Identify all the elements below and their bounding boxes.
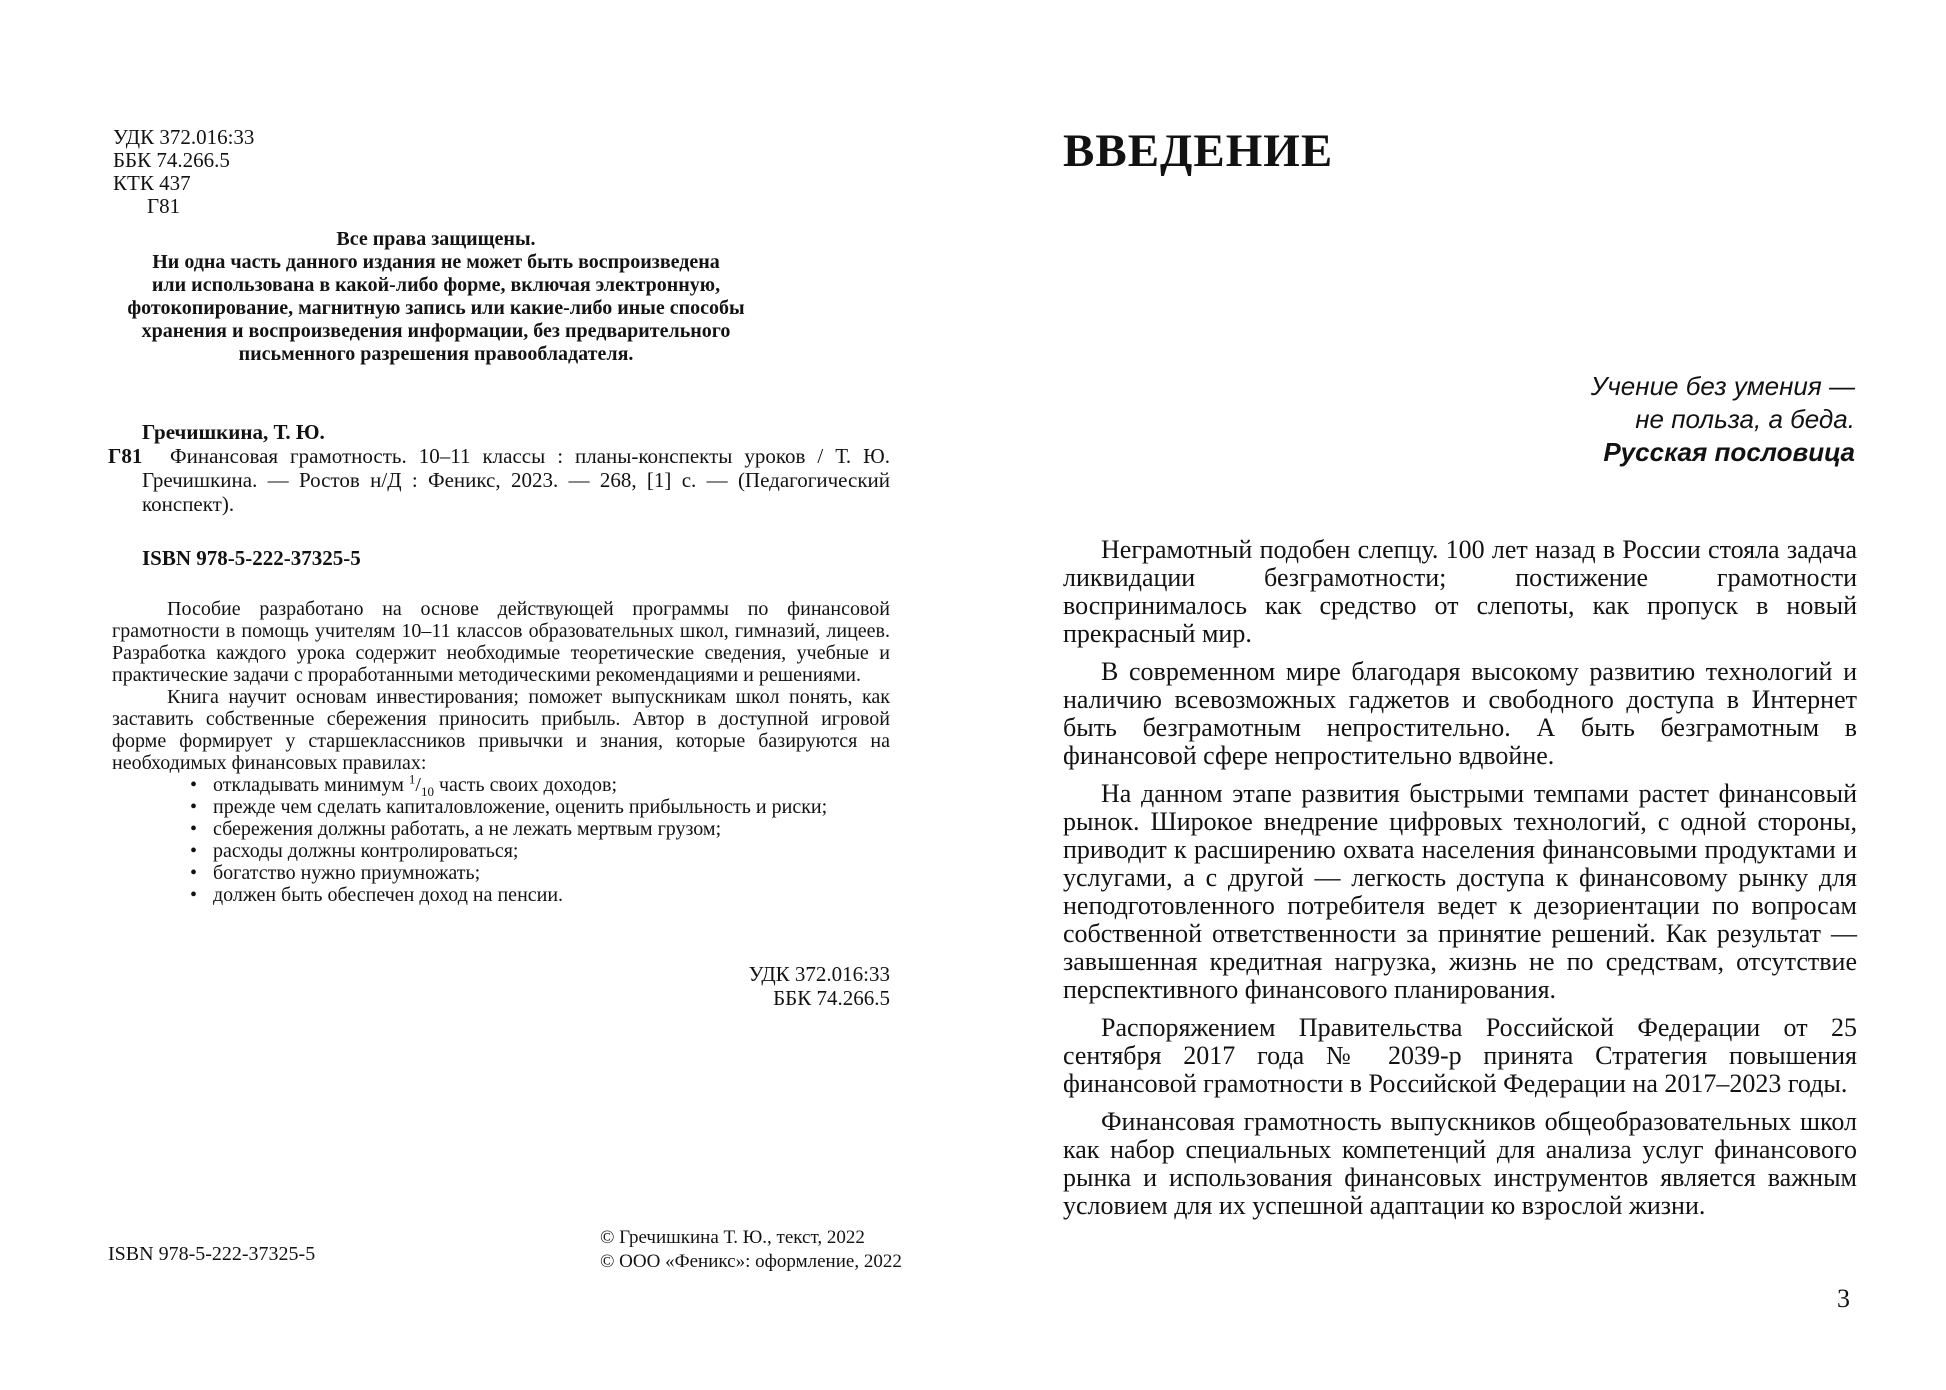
financial-rules-list (112, 771, 890, 906)
bbk-line: ББК 74.266.5 (113, 148, 230, 172)
annotation-block (112, 598, 890, 906)
bbk-footer-line: ББК 74.266.5 (773, 986, 890, 1010)
rights-line: фотокопирование, магнитную запись или какие-либо иные способы (127, 297, 745, 319)
rights-line: или использована в какой-либо форме, включая электронную, (151, 274, 721, 296)
udk-classification-block (113, 126, 254, 218)
intro-paragraph: Финансовая грамотность выпускников общеобразовательных школ как набор специальных компетенций для анализа услуг финансового рынка и использования финансовых инструментов является важным условием для их успешной адаптации ко взрослой жизни. (1063, 1107, 1857, 1220)
intro-paragraph: На данном этапе развития быстрыми темпами растет финансовый рынок. Широкое внедрение цифровых технологий, с одной стороны, приводит к расширению охвата населения финансовыми продуктами и услугами, а с другой — легкость доступа к финансовому рынку для неподготовленного потребителя ведет к дезориентации по вопросам собственной ответственности за принятие решений. Как результат — завышенная кредитная нагрузка, жизнь не по средствам, отсутствие перспективного финансового планирования. (1063, 779, 1857, 1004)
author-code-line: Г81 (147, 194, 181, 218)
copyright-author-line: © Гречишкина Т. Ю., текст, 2022 (600, 1227, 865, 1248)
rights-line: письменного разрешения правообладателя. (238, 343, 634, 365)
rights-line: Все права защищены. (336, 228, 536, 250)
fraction-numerator: 1 (408, 771, 416, 787)
list-item: • сбережения должны работать, а не лежать мертвым грузом; (112, 818, 890, 840)
catalog-code: Г81 (108, 444, 143, 468)
catalog-description: Финансовая грамотность. 10–11 классы : планы-конспекты уроков / Т. Ю. Гречишкина. — Ростов н/Д : Феникс, 2023. — 268, [1] с. — (Педагогический конспект). (142, 444, 890, 516)
list-item: • расходы должны контролироваться; (112, 840, 890, 862)
intro-paragraph: Неграмотный подобен слепцу. 100 лет назад в России стояла задача ликвидации безграмотности; постижение грамотности воспринималось как средство от слепоты, как пропуск в новый прекрасный мир. (1063, 535, 1857, 648)
annotation-paragraph: Пособие разработано на основе действующей программы по финансовой грамотности в помощь учителям 10–11 классов образовательных школ, гимназий, лицеев. Разработка каждого урока содержит необходимые теоретические сведения, учебные и практические задачи с проработанными методическими рекомендациями и решениями. (112, 598, 890, 686)
intro-paragraph: Распоряжением Правительства Российской Федерации от 25 сентября 2017 года № 2039-р принята Стратегия повышения финансовой грамотности в Российской Федерации на 2017–2023 годы. (1063, 1013, 1857, 1098)
list-item: • откладывать минимум $^1/_{10}$ часть своих доходов; (112, 774, 890, 796)
fraction-slash: / (415, 774, 421, 796)
annotation-paragraph: Книга научит основам инвестирования; поможет выпускникам школ понять, как заставить собственные сбережения приносить прибыль. Автор в доступной игровой форме формирует у старшеклассников привычки и знания, которые базируются на необходимых финансовых правилах: (112, 686, 890, 774)
rights-line: хранения и воспроизведения информации, без предварительного (141, 320, 731, 342)
udk-footer-block (749, 962, 890, 1010)
isbn-bottom: ISBN 978-5-222-37325-5 (108, 1243, 316, 1265)
epigraph-line: Учение без умения — (1590, 371, 1855, 401)
page-number: 3 (1837, 1284, 1850, 1313)
catalog-author: Гречишкина, Т. Ю. (142, 420, 325, 444)
rights-reserved-notice (110, 228, 762, 366)
ktk-line: КТК 437 (113, 171, 191, 195)
udk-footer-line: УДК 372.016:33 (748, 962, 890, 986)
copyright-publisher-line: © ООО «Феникс»: оформление, 2022 (600, 1251, 902, 1272)
copyright-block (600, 1226, 902, 1274)
list-item: • должен быть обеспечен доход на пенсии. (112, 884, 890, 906)
introduction-text (1063, 536, 1857, 1230)
udk-line: УДК 372.016:33 (113, 125, 255, 149)
epigraph-source: Русская пословица (1603, 437, 1855, 467)
epigraph (1591, 370, 1855, 469)
page-title: ВВЕДЕНИЕ (1063, 125, 1334, 177)
list-item: • прежде чем сделать капиталовложение, оценить прибыльность и риски; (112, 796, 890, 818)
epigraph-line: не польза, а беда. (1635, 404, 1855, 434)
rights-line: Ни одна часть данного издания не может быть воспроизведена (152, 251, 720, 273)
intro-paragraph: В современном мире благодаря высокому развитию технологий и наличию всевозможных гаджетов и свободного доступа в Интернет быть безграмотным непростительно. А быть безграмотным в финансовой сфере непростительно вдвойне. (1063, 657, 1857, 770)
list-item: • богатство нужно приумножать; (112, 862, 890, 884)
isbn-top: ISBN 978-5-222-37325-5 (142, 546, 361, 570)
catalog-entry (108, 420, 890, 570)
fraction-denominator: 10 (420, 784, 434, 799)
